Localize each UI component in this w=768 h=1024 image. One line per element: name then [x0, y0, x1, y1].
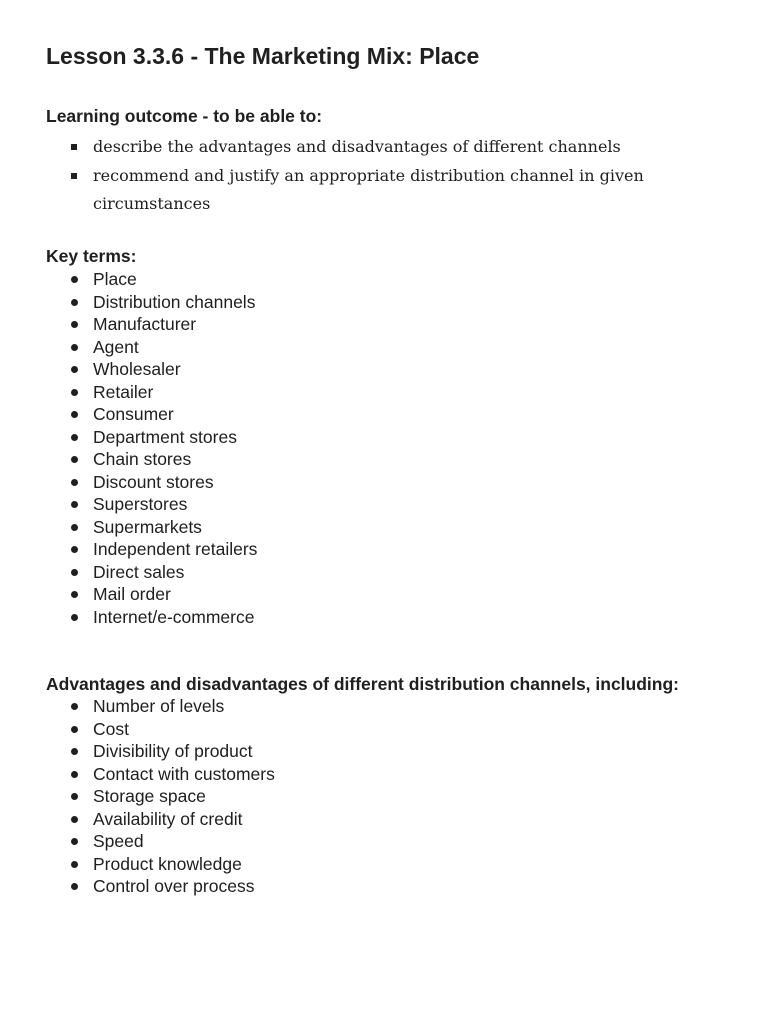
- key-term-text: Agent: [93, 336, 139, 357]
- key-term-text: Department stores: [93, 426, 237, 447]
- key-term-text: Independent retailers: [93, 539, 258, 559]
- key-term-item: [46, 268, 666, 291]
- key-term-item: [46, 336, 666, 359]
- page-title: Lesson 3.3.6 - The Marketing Mix: Place: [46, 43, 480, 69]
- bullet-icon: [71, 614, 78, 621]
- bullet-icon: [71, 456, 78, 463]
- key-term-text: Supermarkets: [93, 516, 202, 537]
- advantages-list: [46, 695, 666, 898]
- bullet-icon: [71, 546, 78, 553]
- bullet-icon: [71, 703, 78, 710]
- advantage-text: Storage space: [93, 786, 206, 806]
- advantage-text: Control over process: [93, 876, 255, 896]
- key-term-item: [46, 358, 666, 381]
- advantage-item: [46, 740, 666, 763]
- bullet-icon: [71, 771, 78, 778]
- key-term-item: [46, 493, 666, 516]
- key-term-text: Mail order: [93, 584, 171, 604]
- bullet-icon: [71, 793, 78, 800]
- bullet-icon: [71, 501, 78, 508]
- key-term-text: Manufacturer: [93, 314, 197, 334]
- key-terms-heading: Key terms:: [46, 246, 137, 266]
- key-term-text: Superstores: [93, 494, 188, 514]
- bullet-icon: [71, 344, 78, 351]
- key-term-text: Discount stores: [93, 471, 214, 492]
- learning-outcome-item: [46, 133, 666, 162]
- key-term-item: [46, 516, 666, 539]
- bullet-icon: [71, 861, 78, 868]
- advantage-item: [46, 763, 666, 786]
- key-term-item: [46, 381, 666, 404]
- advantage-item: [46, 875, 666, 898]
- key-term-item: [46, 471, 666, 494]
- learning-outcome-item: [46, 162, 666, 219]
- key-term-text: Direct sales: [93, 561, 185, 582]
- advantage-item: [46, 718, 666, 741]
- bullet-icon: [71, 479, 78, 486]
- bullet-icon: [71, 569, 78, 576]
- bullet-icon: [71, 838, 78, 845]
- bullet-icon: [71, 883, 78, 890]
- square-bullet-icon: [71, 144, 77, 150]
- key-term-item: [46, 448, 666, 471]
- key-term-item: [46, 538, 666, 561]
- advantages-heading: Advantages and disadvantages of different distribution channels, including:: [46, 674, 679, 694]
- learning-outcome-list: [46, 133, 666, 219]
- advantage-text: Speed: [93, 831, 144, 851]
- key-term-text: Consumer: [93, 404, 174, 424]
- key-term-text: Retailer: [93, 381, 154, 402]
- key-term-text: Distribution channels: [93, 291, 256, 312]
- bullet-icon: [71, 389, 78, 396]
- advantage-item: [46, 785, 666, 808]
- key-term-item: [46, 291, 666, 314]
- advantage-text: Cost: [93, 718, 129, 739]
- key-term-text: Place: [93, 269, 137, 289]
- advantage-item: [46, 830, 666, 853]
- key-term-item: [46, 606, 666, 629]
- key-term-item: [46, 313, 666, 336]
- key-term-item: [46, 561, 666, 584]
- advantage-text: Number of levels: [93, 696, 225, 716]
- bullet-icon: [71, 591, 78, 598]
- key-term-text: Wholesaler: [93, 359, 181, 379]
- learning-outcome-heading: Learning outcome - to be able to:: [46, 106, 323, 126]
- bullet-icon: [71, 276, 78, 283]
- advantage-text: Divisibility of product: [93, 741, 253, 761]
- key-terms-list: [46, 268, 666, 628]
- advantage-item: [46, 808, 666, 831]
- key-term-text: Chain stores: [93, 449, 192, 469]
- key-term-item: [46, 583, 666, 606]
- bullet-icon: [71, 321, 78, 328]
- advantage-text: Availability of credit: [93, 808, 243, 829]
- bullet-icon: [71, 524, 78, 531]
- key-term-item: [46, 426, 666, 449]
- bullet-icon: [71, 816, 78, 823]
- advantage-text: Contact with customers: [93, 763, 275, 784]
- advantage-item: [46, 853, 666, 876]
- learning-outcome-text: describe the advantages and disadvantages of different channels: [93, 137, 621, 156]
- bullet-icon: [71, 299, 78, 306]
- bullet-icon: [71, 434, 78, 441]
- advantage-text: Product knowledge: [93, 853, 242, 874]
- learning-outcome-text: recommend and justify an appropriate distribution channel in given circumstances: [93, 165, 644, 214]
- bullet-icon: [71, 366, 78, 373]
- key-term-item: [46, 403, 666, 426]
- bullet-icon: [71, 748, 78, 755]
- square-bullet-icon: [71, 173, 77, 179]
- key-term-text: Internet/e-commerce: [93, 606, 255, 627]
- bullet-icon: [71, 726, 78, 733]
- advantage-item: [46, 695, 666, 718]
- bullet-icon: [71, 411, 78, 418]
